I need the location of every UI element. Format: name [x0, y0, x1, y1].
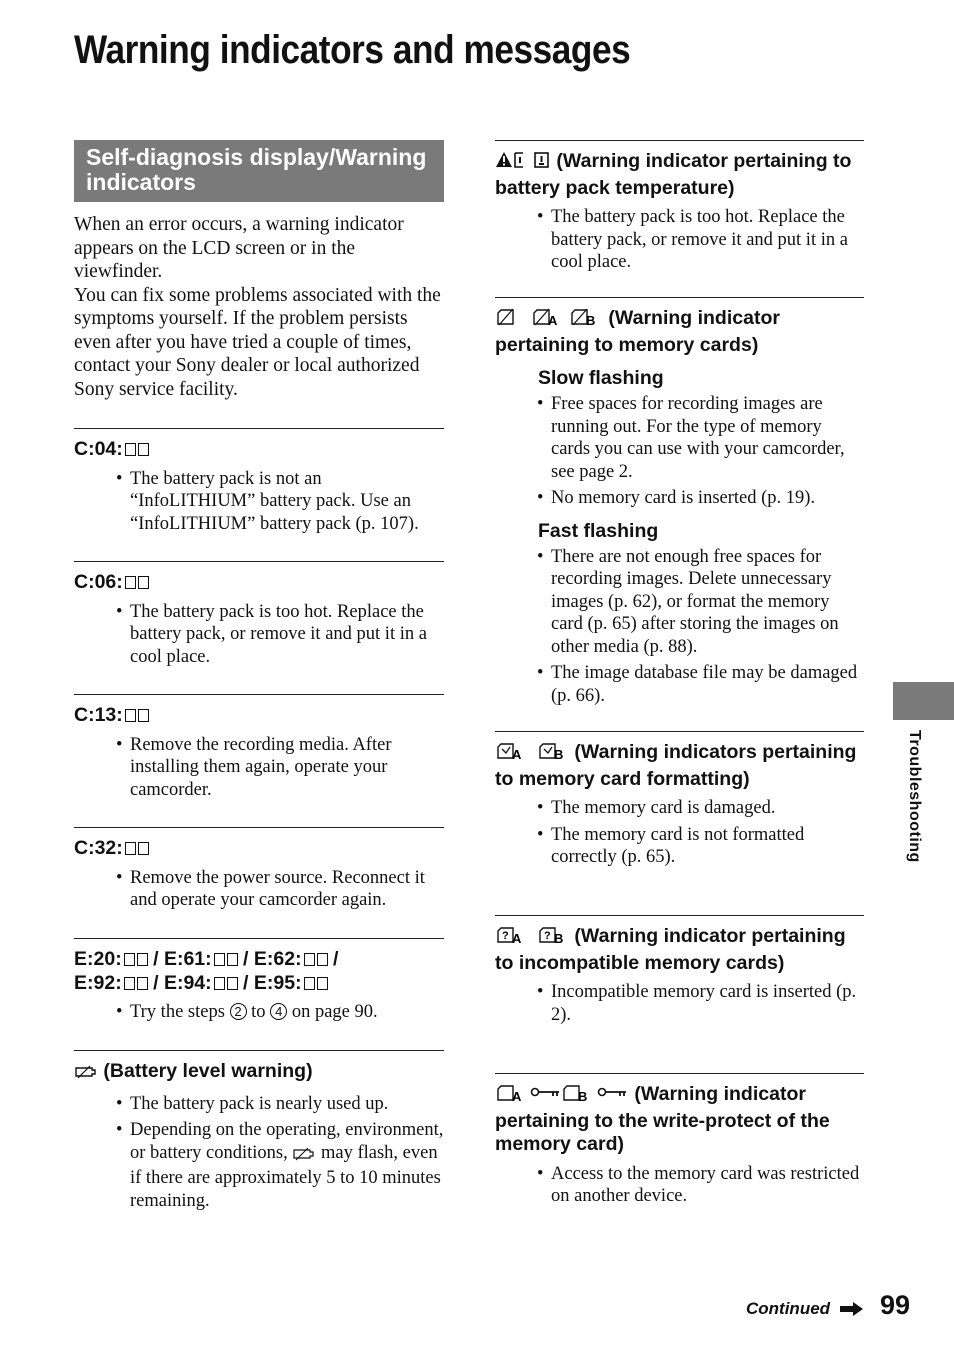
page-title: Warning indicators and messages	[74, 28, 631, 72]
svg-text:B: B	[554, 931, 564, 945]
entry-card-formatting	[495, 731, 864, 873]
entry-c32	[74, 827, 444, 916]
memory-card-icon	[495, 307, 603, 334]
entry-c04	[74, 428, 444, 539]
bullet: • Incompatible memory card is inserted (p. 2).	[551, 981, 864, 1026]
bullet: • Access to the memory card was restricted on another device.	[551, 1163, 864, 1208]
battery-level-icon	[292, 1145, 316, 1168]
battery-level-icon	[74, 1063, 98, 1087]
entry-memory-cards	[495, 297, 864, 711]
incompatible-card-icon	[495, 925, 569, 952]
bullet: • Free spaces for recording images are running out. For the type of memory cards you can use with your camcorder, see page 2.	[551, 393, 864, 483]
continued-label: Continued	[746, 1299, 831, 1318]
bullet: • The battery pack is nearly used up.	[130, 1093, 444, 1116]
svg-text:B: B	[554, 747, 564, 761]
intro-paragraph-1: When an error occurs, a warning indicator appears on the LCD screen or in the viewfinder.	[74, 214, 404, 282]
bullet: • The memory card is damaged.	[551, 797, 864, 820]
intro-paragraph-2: You can fix some problems associated with the symptoms yourself. If the problem persists even after you have tried a couple of times, contact your Sony dealer or local authorized Sony service facility.	[74, 284, 441, 400]
svg-text:A: A	[512, 747, 522, 761]
entry-code: C:04:	[74, 429, 444, 462]
entry-write-protect	[495, 1073, 864, 1212]
bullet: • There are not enough free spaces for recording images. Delete unnecessary images (p. 62), or format the memory card (p. 65) after storing the images on other media (p. 88).	[551, 546, 864, 659]
side-tab-label: Troubleshooting	[906, 730, 923, 863]
entry-c06	[74, 561, 444, 672]
svg-text:B: B	[586, 313, 596, 327]
entry-heading: (Warning indicator pertaining to battery pack temperature)	[495, 150, 852, 199]
step-2-icon: 2	[230, 1003, 247, 1020]
bullet: • Depending on the operating, environment, or battery conditions, may flash, even if there are approximately 5 to 10 minutes remaining.	[130, 1119, 444, 1212]
bullet: • Remove the recording media. After installing them again, operate your camcorder.	[130, 734, 444, 802]
battery-temperature-warning-icon	[495, 150, 551, 177]
entry-code: E:20: / E:61: / E:62: / E:92: / E:94: / E:95:	[74, 948, 339, 994]
entry-e-codes	[74, 938, 444, 1028]
svg-text:?: ?	[502, 930, 509, 942]
bullet: • The battery pack is too hot. Replace the battery pack, or remove it and put it in a cool place.	[551, 206, 864, 274]
entry-incompatible-cards	[495, 915, 864, 1030]
svg-text:B: B	[578, 1089, 588, 1103]
entry-heading: A B (Warning indicators pertaining to memory card formatting)	[495, 741, 857, 790]
svg-text:A: A	[512, 931, 522, 945]
side-tab	[893, 682, 954, 720]
arrow-right-icon	[840, 1301, 864, 1322]
bullet: • The image database file may be damaged (p. 66).	[551, 662, 864, 707]
entry-heading: A B (Warning indicator pertaining to memory cards)	[495, 307, 780, 356]
write-protect-key-icon	[495, 1083, 629, 1110]
entry-battery-temp	[495, 140, 864, 278]
svg-text:?: ?	[544, 930, 551, 942]
step-4-icon: 4	[270, 1003, 287, 1020]
bullet: • The battery pack is too hot. Replace the battery pack, or remove it and put it in a cool place.	[130, 601, 444, 669]
bullet: • The memory card is not formatted correctly (p. 65).	[551, 824, 864, 869]
svg-text:A: A	[548, 313, 558, 327]
entry-heading: (Battery level warning)	[74, 1051, 444, 1087]
svg-text:A: A	[512, 1089, 522, 1103]
section-heading: Self-diagnosis display/Warning indicators	[74, 140, 444, 202]
entry-code: C:06:	[74, 562, 444, 595]
page-number: 99	[880, 1290, 911, 1320]
entry-heading: A B (Warning indicator pertaining to the write-protect of the memory card)	[495, 1083, 830, 1155]
bullet: • No memory card is inserted (p. 19).	[551, 487, 864, 510]
entry-code: C:13:	[74, 695, 444, 728]
entry-code: C:32:	[74, 828, 444, 861]
slow-flashing-label: Slow flashing	[538, 367, 664, 389]
fast-flashing-label: Fast flashing	[538, 519, 659, 542]
bullet: • The battery pack is not an “InfoLITHIUM” battery pack. Use an “InfoLITHIUM” battery pack (p. 107).	[130, 468, 444, 536]
entry-c13	[74, 694, 444, 805]
memory-card-format-icon	[495, 741, 569, 768]
bullet: • Remove the power source. Reconnect it and operate your camcorder again.	[130, 867, 444, 912]
bullet: • Try the steps 2 to 4 on page 90.	[130, 1001, 444, 1024]
entry-battery-level	[74, 1050, 444, 1216]
intro-text	[74, 213, 444, 401]
entry-heading: ? A ? B (Warning indicator pertaining to incompatible memory cards)	[495, 925, 846, 974]
